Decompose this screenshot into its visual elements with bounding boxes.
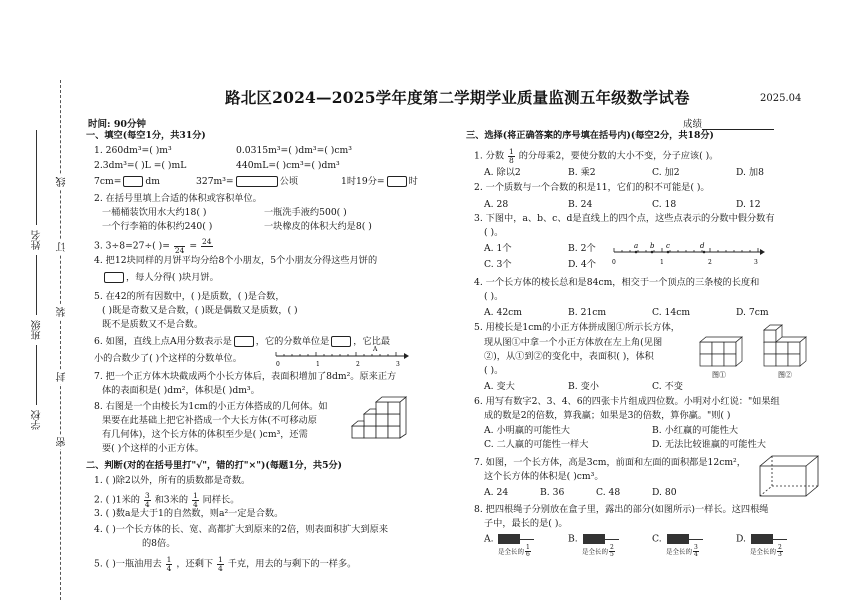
judge-item-5: 5. ( )一瓶油用去 $\frac{1}{4}$ ，还剩下 $\frac{1}{4}$ 千克，用去的与剩下的一样多。 (94, 555, 357, 573)
tick-label: 2 (708, 259, 712, 266)
q8-line: 8. 右图是一个由棱长为1cm的小正方体搭成的几何体。如 (94, 401, 328, 412)
rope-caption: 是全长的 (750, 547, 776, 556)
option[interactable]: D. 4个 (568, 259, 596, 270)
option[interactable]: B. 36 (540, 487, 565, 498)
option[interactable]: A. 小明赢的可能性大 (484, 425, 570, 436)
choice-5: 现从图①中拿一个小正方体放在左上角(见图 (484, 337, 663, 348)
choice-8: 子中，最长的是( )。 (484, 518, 568, 529)
choice-4: ( )。 (484, 291, 504, 302)
q1-item: 327m³= 公顷 (196, 176, 299, 187)
tick-label: 2 (356, 361, 360, 368)
option[interactable]: A. 42cm (484, 307, 523, 318)
choice-4: 4. 一个长方体的棱长总和是84cm，相交于一个顶点的三条棱的长度和 (474, 277, 760, 288)
margin-mark: 密 (57, 437, 68, 447)
option[interactable]: A. 28 (484, 199, 509, 210)
box-icon (498, 534, 520, 544)
judge-item-3: 3. ( )数a是大于1的自然数，则a²一定是合数。 (94, 508, 284, 519)
tick-label: 1 (316, 361, 320, 368)
option[interactable]: A. 24 (484, 487, 509, 498)
margin-mark: 线 (57, 177, 68, 187)
box-icon (583, 534, 605, 544)
rope-caption: 是全长的 (498, 547, 524, 556)
tick-label: 1 (660, 259, 664, 266)
rope-caption: 是全长的 (582, 547, 608, 556)
option-letter: D. (736, 533, 746, 545)
fraction-blank[interactable] (123, 176, 143, 187)
rope-option-a[interactable]: A. 是全长的 $\frac{1}{6}$ (484, 534, 534, 558)
q1-item: 0.0315m³=( )dm³=( )cm³ (236, 145, 352, 156)
option[interactable]: B. 21cm (568, 307, 607, 318)
name-label: 姓名 (32, 230, 43, 250)
right-column (466, 0, 846, 609)
point-a-label: A (373, 346, 378, 353)
figure-label: 图① (712, 371, 726, 379)
point-dot (635, 251, 638, 254)
q2-item: 一个行李箱的体积约240( ) (102, 221, 213, 232)
option[interactable]: D. 12 (736, 199, 761, 210)
q7-line: 7. 把一个正方体木块截成两个小长方体后，表面积增加了8dm²。原来正方 (94, 371, 397, 382)
q4-line: 4. 把12块同样的月饼平均分给8个小朋友，5个小朋友分得这些月饼的 (94, 255, 378, 266)
q6-line: 6. 如图，直线上点A用分数表示是 ，它的分数单位是 ，它比最 (94, 336, 391, 347)
margin-mark: 订 (57, 242, 68, 252)
choice-5-cube-figures (698, 322, 816, 378)
score-label: 成绩 (683, 119, 703, 130)
choice-6: 成的数是2的倍数，算我赢；如果是3的倍数，算你赢。"则( ) (484, 410, 731, 421)
point-dot (703, 251, 706, 254)
point-label: a (634, 242, 639, 250)
tick-label: 0 (276, 361, 280, 368)
rope-option-c[interactable]: C. 是全长的 $\frac{3}{4}$ (652, 534, 703, 558)
section-3-heading: 三、选择(将正确答案的序号填在括号内)(每空2分，共18分) (466, 130, 714, 141)
box-icon (667, 534, 689, 544)
margin-mark: 装 (57, 307, 68, 317)
point-dot (651, 251, 654, 254)
option[interactable]: A. 1个 (484, 243, 512, 254)
q5-line: 5. 在42的所有因数中，( )是质数，( )是合数， (94, 291, 285, 302)
q2-item: 一桶桶装饮用水大约18( ) (102, 207, 207, 218)
q5-line: 既不是质数又不是合数。 (102, 319, 204, 330)
rope-option-b[interactable]: B. 是全长的 $\frac{2}{5}$ (568, 534, 619, 558)
judge-item-1: 1. ( )除2以外，所有的质数都是奇数。 (94, 475, 251, 486)
option[interactable]: B. 变小 (568, 381, 599, 392)
choice-6: 6. 用写有数字2、3、4、6的四张卡片组成四位数。小明对小红说："如果组 (474, 396, 780, 407)
q3-item: 3. 3÷8=27÷( )= 24 = 24 (94, 237, 212, 255)
option[interactable]: B. 24 (568, 199, 593, 210)
binding-margin (0, 80, 76, 600)
choice-5: ( )。 (484, 365, 504, 376)
class-blank[interactable] (36, 255, 37, 315)
fraction-blank[interactable] (104, 272, 124, 283)
option[interactable]: C. 14cm (652, 307, 691, 318)
choice-3-number-line (614, 242, 764, 264)
q6-number-line (276, 346, 406, 368)
section-1-heading: 一、填空(每空1分，共31分) (86, 130, 206, 141)
option-letter: A. (484, 533, 494, 545)
choice-8: 8. 把四根绳子分别放在盒子里，露出的部分(如图所示)一样长。这四根绳 (474, 504, 769, 515)
q6-line: 小的合数少了( )个这样的分数单位。 (94, 353, 242, 364)
q8-line: 要( )个这样的小正方体。 (102, 443, 204, 454)
q4-line: ，每人分得( )块月饼。 (102, 272, 219, 283)
option[interactable]: C. 3个 (484, 259, 512, 270)
fraction-blank[interactable] (236, 176, 278, 187)
rope-icon (689, 539, 703, 540)
exam-date: 2025.04 (760, 93, 802, 104)
choice-2: 2. 一个质数与一个合数的积是11，它们的积不可能是( )。 (474, 182, 710, 193)
option[interactable]: C. 18 (652, 199, 677, 210)
option[interactable]: B. 2个 (568, 243, 596, 254)
name-blank[interactable] (36, 130, 37, 225)
option-letter: C. (652, 533, 662, 545)
point-label: d (700, 242, 705, 250)
choice-1: 1. 分数 $\frac{1}{8}$ 的分母乘2，要使分数的大小不变，分子应该( )。 (474, 147, 719, 165)
section-2-heading: 二、判断(对的在括号里打"√"，错的打"×")(每题1分，共5分) (86, 460, 342, 471)
q7-line: 体的表面积是( )dm²，体积是( )dm³。 (102, 385, 260, 396)
q5-line: ( )既是奇数又是合数，( )既是偶数又是质数，( ) (102, 305, 298, 316)
rope-icon (605, 539, 619, 540)
exam-time: 时间: 90分钟 (88, 119, 147, 130)
q1-item: 1时19分= 时 (341, 176, 418, 187)
option-letter: B. (568, 533, 578, 545)
q2-item: 一块橡皮的体积大约是8( ) (264, 221, 372, 232)
point-dot (667, 251, 670, 254)
option[interactable]: B. 小红赢的可能性大 (652, 425, 739, 436)
rope-caption: 是全长的 (666, 547, 692, 556)
choice-8-options (484, 534, 834, 574)
option[interactable]: C. 不变 (652, 381, 683, 392)
choice-3: 3. 下图中，a、b、c、d是直线上的四个点，这些点表示的分数中假分数有 (474, 213, 775, 224)
choice-7-cuboid (758, 452, 822, 500)
option[interactable]: D. 无法比较谁赢的可能性大 (652, 439, 766, 450)
choice-7: 这个长方体的体积是( )cm³。 (484, 471, 604, 482)
judge-item-4: 的8倍。 (142, 538, 176, 549)
fraction-blank[interactable] (234, 336, 254, 347)
option[interactable]: C. 48 (596, 487, 621, 498)
judge-item-4: 4. ( )一个长方体的长、宽、高都扩大到原来的2倍，则表面积扩大到原来 (94, 524, 389, 535)
school-blank[interactable] (36, 345, 37, 405)
option[interactable]: A. 除以2 (484, 167, 521, 178)
exam-title: 路北区2024—2025学年度第二学期学业质量监测五年级数学试卷 (225, 88, 690, 107)
q1-item: 2.3dm³=( )L =( )mL (94, 160, 187, 171)
tick-label: 0 (612, 259, 616, 266)
choice-5: ②)，从①到②的变化中，表面积( )，体积 (484, 351, 654, 362)
judge-item-2: 2. ( )1米的 $\frac{3}{4}$ 和3米的 $\frac{1}{4}$ 同样长。 (94, 491, 240, 509)
rope-icon (520, 539, 534, 540)
q2-item: 一瓶洗手液约500( ) (264, 207, 347, 218)
option[interactable]: D. 7cm (736, 307, 769, 318)
q1-item: 440mL=( )cm³=( )dm³ (236, 160, 340, 171)
cut-line (60, 80, 61, 600)
tick-label: 3 (754, 259, 758, 266)
class-label: 班级 (32, 320, 43, 340)
choice-5: 5. 用棱长是1cm的小正方体拼成图①所示长方体， (474, 322, 680, 333)
option[interactable]: B. 乘2 (568, 167, 596, 178)
box-icon (751, 534, 773, 544)
point-label: b (650, 242, 655, 250)
fraction-blank[interactable] (387, 176, 407, 187)
q8-line: 有几何体)，这个长方体的体积至少是( )cm³，还需 (102, 429, 308, 440)
option[interactable]: C. 加2 (652, 167, 680, 178)
q8-line: 果要在此基础上把它补搭成一个大长方体(不可移动原 (102, 415, 317, 426)
tick-label: 3 (396, 361, 400, 368)
school-label: 学校 (32, 410, 43, 430)
option[interactable]: D. 80 (652, 487, 677, 498)
option[interactable]: A. 变大 (484, 381, 515, 392)
rope-option-d[interactable]: D. 是全长的 $\frac{2}{3}$ (736, 534, 787, 558)
rope-icon (773, 539, 787, 540)
left-column (86, 0, 446, 609)
point-label: c (666, 242, 670, 250)
option[interactable]: C. 二人赢的可能性一样大 (484, 439, 589, 450)
q8-cube-figure (348, 394, 428, 442)
q2-heading: 2. 在括号里填上合适的体积或容积单位。 (94, 193, 262, 204)
margin-mark: 封 (57, 372, 68, 382)
option[interactable]: D. 加8 (736, 167, 764, 178)
q1-item: 7cm= dm (94, 176, 160, 187)
figure-label: 图② (778, 371, 792, 379)
choice-3: ( )。 (484, 227, 504, 238)
choice-7: 7. 如图，一个长方体，高是3cm，前面和左面的面积都是12cm²， (474, 457, 746, 468)
q1-item: 1. 260dm³=( )m³ (94, 145, 172, 156)
